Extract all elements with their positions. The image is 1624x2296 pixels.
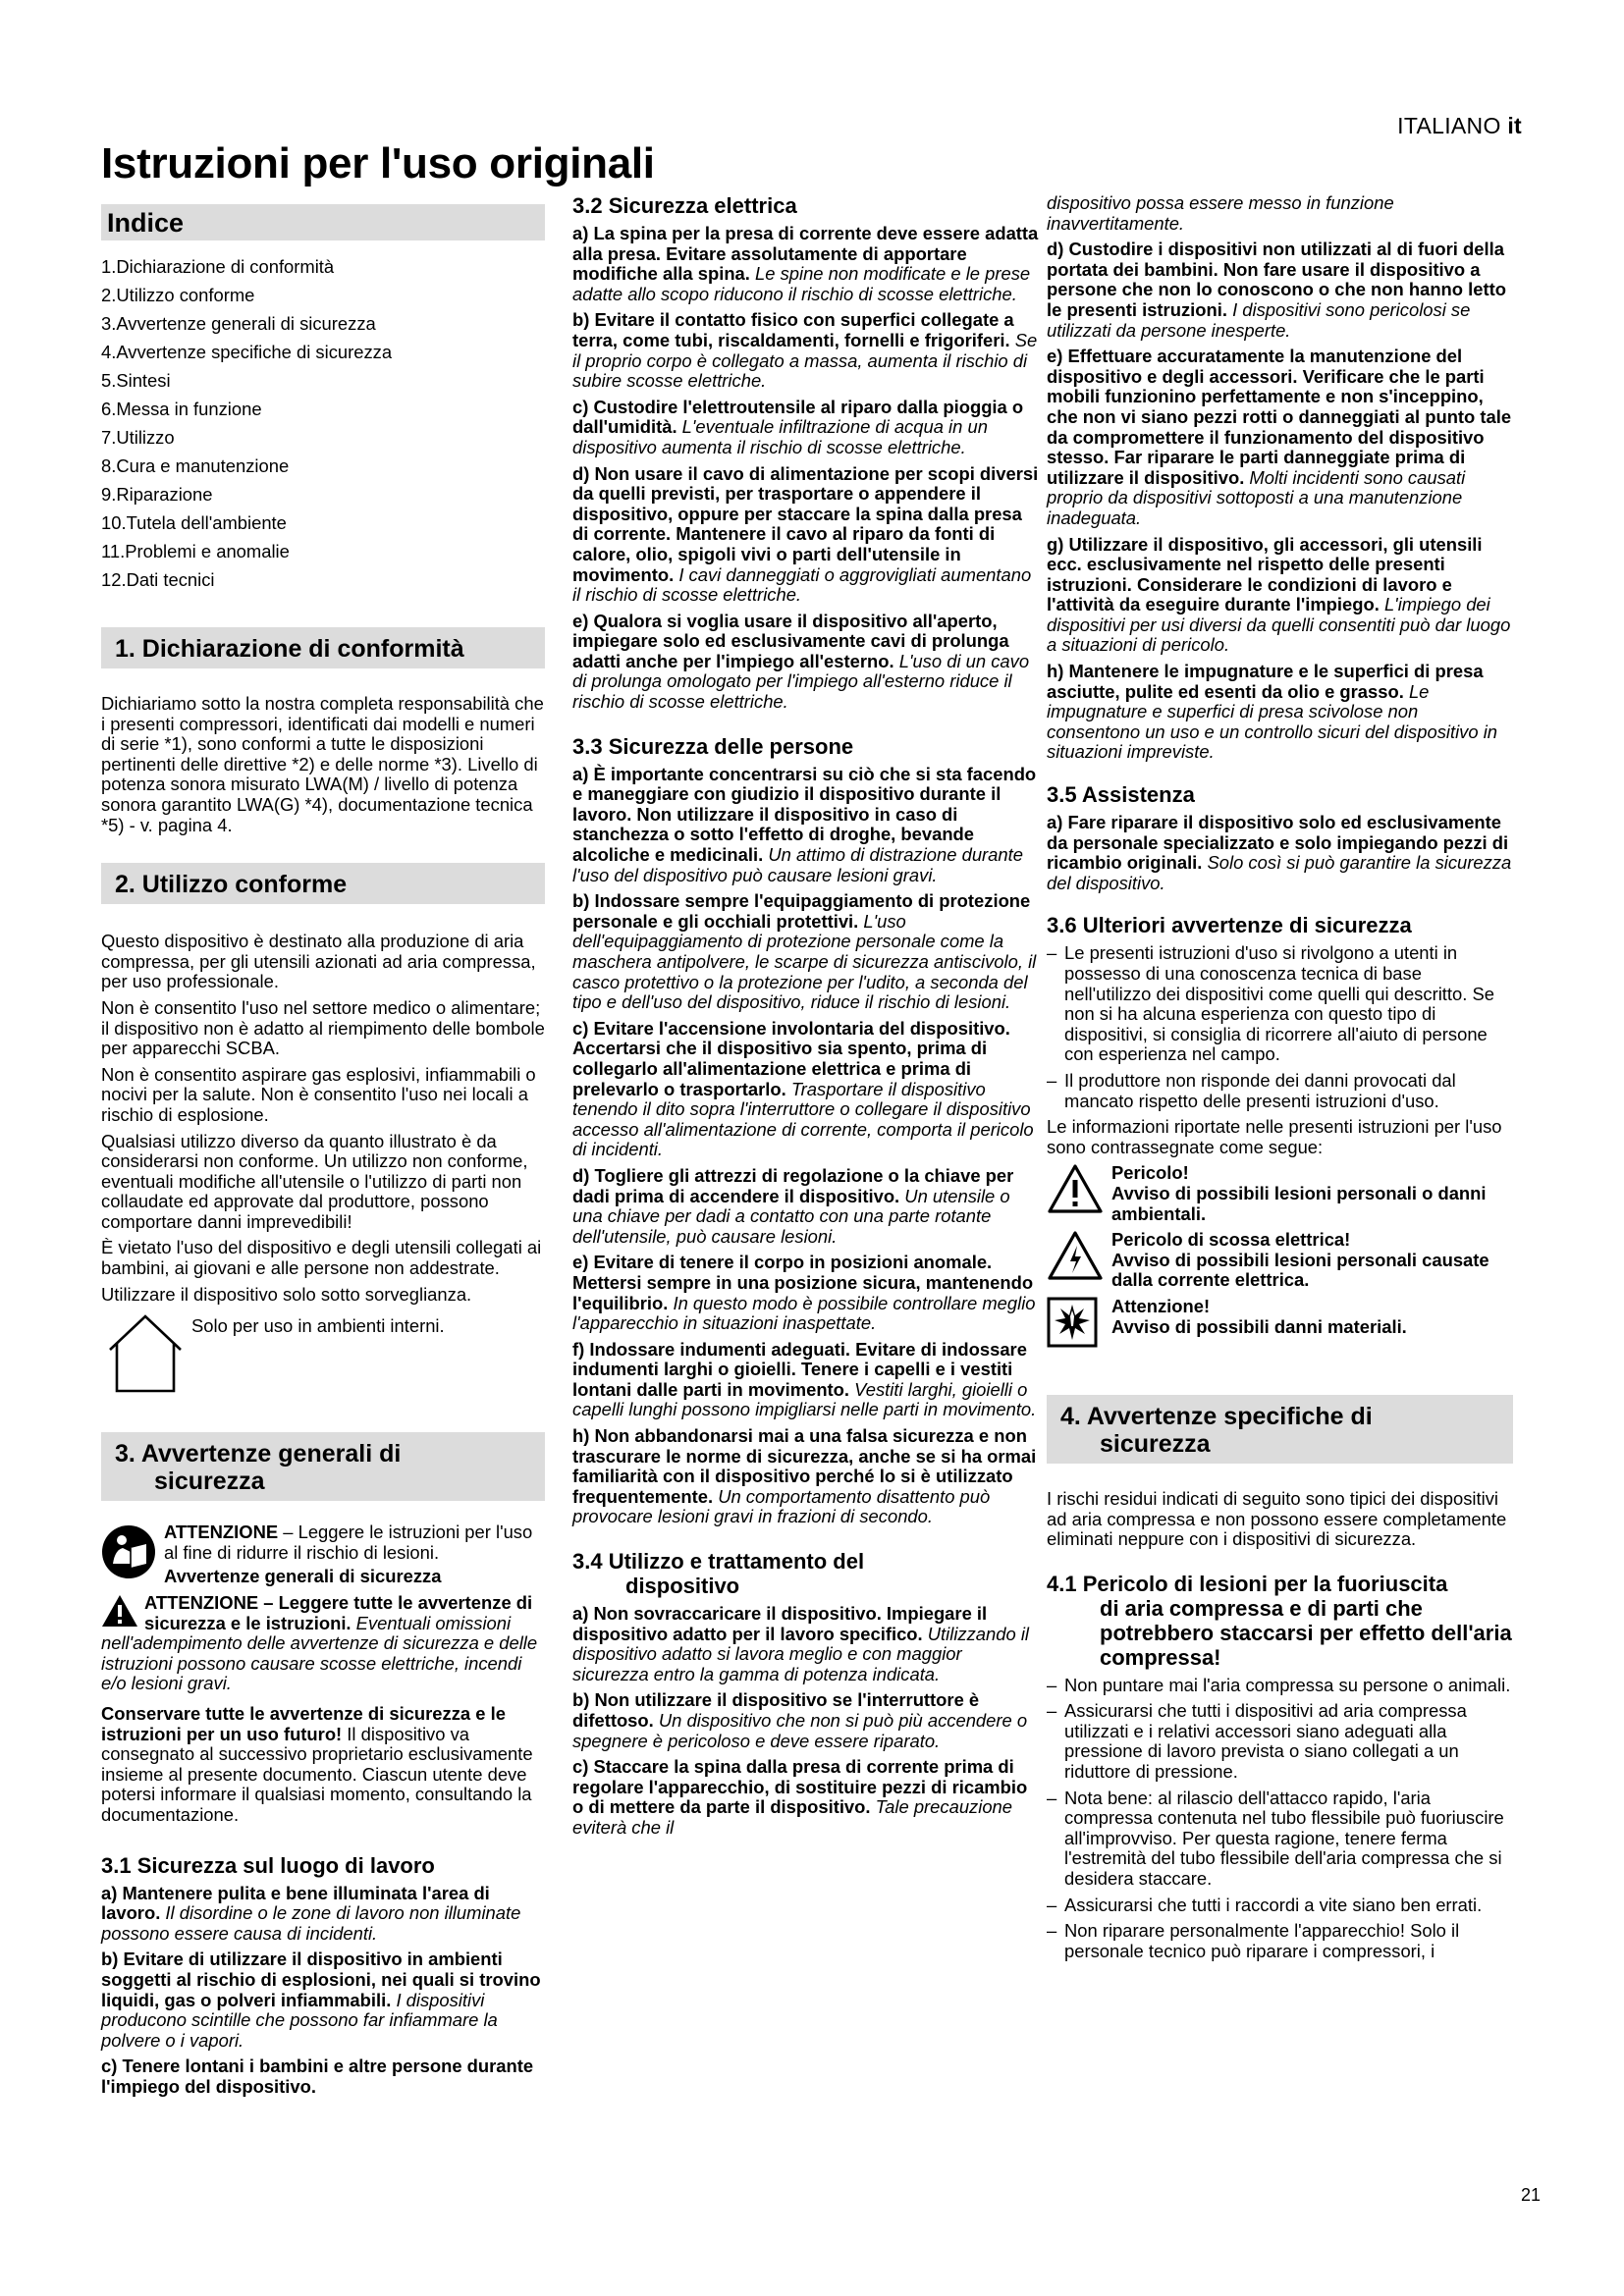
toc-item[interactable]: 3.Avvertenze generali di sicurezza bbox=[101, 313, 376, 334]
section-3-5-heading: 3.5 Assistenza bbox=[1047, 782, 1195, 808]
symbol-description: Avviso di possibili lesioni personali o danni ambientali. bbox=[1111, 1182, 1487, 1224]
rule-italic: L'uso di un cavo di prolunga omologato per l'impiego all'esterno riduce il rischio di scosse elettriche. bbox=[572, 650, 1030, 713]
rule-italic: L'eventuale infiltrazione di acqua in un dispositivo aumenta il rischio di scosse elettriche. bbox=[572, 416, 988, 457]
continued-text: dispositivo possa essere messo in funzione inavvertitamente. bbox=[1047, 192, 1394, 234]
rule-bold: c) Staccare la spina dalla presa di corrente prima di regolare l'apparecchio, di sostituire pezzi di ricambio o di mettere da parte il dispositivo. bbox=[572, 1756, 1028, 1818]
indoor-use-text: Solo per uso in ambienti interni. bbox=[191, 1315, 445, 1337]
table-of-contents bbox=[101, 252, 545, 594]
rule-bold: b) Non utilizzare il dispositivo se l'interruttore è difettoso. bbox=[572, 1689, 980, 1731]
rule-bold: c) Tenere lontani i bambini e altre persone durante l'impiego del dispositivo. bbox=[101, 2056, 534, 2097]
rule-italic: L'uso dell'equipaggiamento di protezione personale come la maschera antipolvere, le scarpe di sicurezza antiscivolo, il casco protettivo o la protezione per l'udito, a seconda del tipo e dell'uso del dispositivo, riduce il rischio di lesioni. bbox=[572, 910, 1037, 1013]
rule-bold: h) Non abbandonarsi mai a una falsa sicurezza e non trascurare le norme di sicurezza, anche se si ha ormai familiarità con il dispositivo perché lo si è utilizzato frequentemente. bbox=[572, 1425, 1037, 1507]
rule-italic: In questo modo è possibile controllare meglio l'apparecchio in situazioni inaspettate. bbox=[572, 1292, 1036, 1334]
rule-bold: a) La spina per la presa di corrente deve essere adatta alla presa. Evitare assolutamente di apportare modifiche alla spina. bbox=[572, 223, 1039, 285]
rule-italic: Le impugnature e superfici di presa scivolose non consentono un uso e un controllo sicuri del dispositivo in situazioni impreviste. bbox=[1047, 680, 1498, 763]
list-item: – Nota bene: al rilascio dell'attacco rapido, l'aria compressa contenuta nel tubo flessibile può fuoriuscire all'improvviso. Per questa ragione, tenere ferma l'estremità del tubo flessibile dell'aria compressa che si desidera staccare. bbox=[1047, 1789, 1513, 1890]
keep-instructions-text: Il dispositivo va consegnato al successivo proprietario esclusivamente insieme al presente documento. Ciascun utente deve potersi informare il qualsiasi momento, consultando la documentazione. bbox=[101, 1723, 533, 1825]
symbol-attention bbox=[1047, 1297, 1513, 1348]
rule-italic: Vestiti larghi, gioielli o capelli lunghi possono impigliarsi nelle parti in movimento. bbox=[572, 1378, 1037, 1420]
page-number: 21 bbox=[1521, 2185, 1542, 2205]
symbol-electric bbox=[1047, 1230, 1513, 1291]
section-2-paragraph: Non è consentito aspirare gas esplosivi, infiammabili o nocivi per la salute. Non è consentito l'uso nei locali a rischio di esplosione. bbox=[101, 1063, 536, 1125]
rule-bold: a) Fare riparare il dispositivo solo ed esclusivamente da personale specializzato e solo impiegando pezzi di ricambio originali. bbox=[1047, 812, 1509, 874]
rule-bold: e) Evitare di tenere il corpo in posizioni anomale. Mettersi sempre in una posizione sicura, mantenendo l'equilibrio. bbox=[572, 1252, 1034, 1313]
indoor-use-notice bbox=[101, 1310, 545, 1397]
toc-item[interactable]: 10.Tutela dell'ambiente bbox=[101, 512, 287, 533]
keep-instructions-bold: Conservare tutte le avvertenze di sicurezza e le istruzioni per un uso futuro! bbox=[101, 1703, 506, 1744]
rule-bold: b) Evitare il contatto fisico con superfici collegate a terra, come tubi, riscaldamenti, fornelli e frigoriferi. bbox=[572, 309, 1014, 350]
toc-item[interactable]: 9.Riparazione bbox=[101, 484, 213, 505]
rule-italic: I dispositivi sono pericolosi se utilizzati da persone inesperte. bbox=[1047, 298, 1471, 341]
rule-italic: Molti incidenti sono causati proprio da dispositivi sottoposti a una manutenzione inadeguata. bbox=[1047, 466, 1466, 528]
section-4-1-heading-line1: 4.1 Pericolo di lesioni per la fuoriuscita bbox=[1047, 1571, 1448, 1596]
toc-item[interactable]: 12.Dati tecnici bbox=[101, 569, 215, 590]
rule-bold: a) È importante concentrarsi su ciò che si sta facendo e maneggiare con giudizio il dispositivo durante il lavoro. Non utilizzare il dispositivo in caso di stanchezza o sotto l'effetto di droghe, bevande alcoliche e medicinali. bbox=[572, 763, 1037, 866]
rule-bold: d) Togliere gli attrezzi di regolazione o la chiave per dadi prima di accendere il dispositivo. bbox=[572, 1164, 1014, 1206]
warning-triangle-icon bbox=[101, 1594, 138, 1628]
section-2-heading: 2. Utilizzo conforme bbox=[101, 863, 545, 904]
rule-italic: Se il proprio corpo è collegato a massa, aumenta il rischio di subire scosse elettriche. bbox=[572, 329, 1038, 392]
rule-italic: Un utensile o una chiave per dadi a contatto con una parte rotante dell'utensile, può causare lesioni. bbox=[572, 1185, 1010, 1247]
general-warnings-heading: Avvertenze generali di sicurezza bbox=[164, 1566, 442, 1587]
language-label: ITALIANO bbox=[1397, 113, 1501, 138]
rule-bold: f) Indossare indumenti adeguati. Evitare di indossare indumenti larghi o gioielli. Tenere i capelli e i vestiti lontani dalle parti in movimento. bbox=[572, 1338, 1027, 1400]
symbol-description: Avviso di possibili lesioni personali causate dalla corrente elettrica. bbox=[1111, 1249, 1489, 1291]
section-4-1-heading bbox=[1047, 1572, 1513, 1670]
section-3-3-heading: 3.3 Sicurezza delle persone bbox=[572, 733, 854, 759]
section-3-6-heading: 3.6 Ulteriori avvertenze di sicurezza bbox=[1047, 913, 1412, 938]
section-2-paragraph: Questo dispositivo è destinato alla produzione di aria compressa, per gli utensili azionati ad aria compressa, per uso professionale. bbox=[101, 931, 536, 992]
toc-item[interactable]: 4.Avvertenze specifiche di sicurezza bbox=[101, 342, 393, 362]
toc-item[interactable]: 8.Cura e manutenzione bbox=[101, 455, 290, 476]
section-4-heading-line1: 4. Avvertenze specifiche di bbox=[1060, 1402, 1373, 1430]
house-icon bbox=[105, 1312, 186, 1395]
rule-bold: d) Non usare il cavo di alimentazione per scopi diversi da quelli previsti, per trasportare o appendere il dispositivo, oppure per staccare la spina dalla presa di corrente. Mantenere il cavo al riparo da fonti di calore, olio, spigoli vivi o parti dell'utensile in movimento. bbox=[572, 462, 1039, 585]
section-2-paragraph: È vietato l'uso del dispositivo e degli utensili collegati ai bambini, ai giovani e alle persone non addestrate. bbox=[101, 1237, 542, 1279]
rule-italic: L'impiego dei dispositivi per usi diversi da quelli consentiti può dar luogo a situazioni di pericolo. bbox=[1047, 594, 1511, 656]
read-all-warnings bbox=[101, 1593, 545, 1694]
toc-item[interactable]: 1.Dichiarazione di conformità bbox=[101, 256, 335, 277]
toc-item[interactable]: 7.Utilizzo bbox=[101, 427, 175, 448]
page-title: Istruzioni per l'uso originali bbox=[101, 139, 655, 187]
toc-item[interactable]: 11.Problemi e anomalie bbox=[101, 541, 290, 561]
section-1-text: Dichiariamo sotto la nostra completa responsabilità che i presenti compressori, identificati dai modelli e numeri di serie *1), sono conformi a tutte le disposizioni pertinenti delle direttive *2) e delle norme *3). Livello di potenza sonora misurato LWA(M) / livello di potenza sonora garantito LWA(G) *4), documentazione tecnica *5) - v. pagina 4. bbox=[101, 693, 544, 835]
rule-bold: b) Evitare di utilizzare il dispositivo in ambienti soggetti al rischio di esplosioni, nei quali si trovino liquidi, gas o polveri infiammabili. bbox=[101, 1949, 541, 2010]
section-3-heading-line2: sicurezza bbox=[154, 1468, 265, 1496]
compressed-air-warnings-list bbox=[1047, 1676, 1513, 1962]
rule-italic: I dispositivi producono scintille che possono far infiammare la polvere o i vapori. bbox=[101, 1989, 498, 2051]
symbol-description: Avviso di possibili danni materiali. bbox=[1111, 1315, 1407, 1337]
read-manual-icon bbox=[101, 1524, 156, 1579]
language-code: it bbox=[1507, 113, 1522, 138]
rule-italic: Solo così si può garantire la sicurezza del dispositivo. bbox=[1047, 852, 1512, 893]
list-item: – Non puntare mai l'aria compressa su persone o animali. bbox=[1047, 1676, 1513, 1696]
section-3-2-heading: 3.2 Sicurezza elettrica bbox=[572, 193, 797, 218]
toc-item[interactable]: 2.Utilizzo conforme bbox=[101, 285, 255, 305]
rule-italic: Un attimo di distrazione durante l'uso del dispositivo può causare lesioni gravi. bbox=[572, 844, 1023, 885]
read-all-warnings-italic: Eventuali omissioni nell'adempimento delle avvertenze di sicurezza e delle istruzioni possono causare scosse elettriche, incendi e/o lesioni gravi. bbox=[101, 1612, 538, 1694]
section-2-paragraph: Non è consentito l'uso nel settore medico o alimentare; il dispositivo non è adatto al riempimento delle bombole per apparecchi SCBA. bbox=[101, 996, 545, 1059]
list-item: – Assicurarsi che tutti i dispositivi ad aria compressa utilizzati e i relativi accessori siano adeguati alla pressione di lavoro prevista o siano collegati a un riduttore di pressione. bbox=[1047, 1701, 1513, 1782]
rule-italic: Utilizzando il dispositivo adatto si lavora meglio e con maggior sicurezza entro la gamma di potenza indicata. bbox=[572, 1623, 1029, 1684]
rule-italic: Il disordine o le zone di lavoro non illuminate possono essere causa di incidenti. bbox=[101, 1902, 521, 1944]
attention-text: – Leggere le istruzioni per l'uso al fine di ridurre il rischio di lesioni. bbox=[164, 1522, 533, 1563]
rule-bold: a) Non sovraccaricare il dispositivo. Impiegare il dispositivo adatto per il lavoro specifico. bbox=[572, 1603, 988, 1644]
column-1 bbox=[101, 204, 545, 2104]
symbol-title: Pericolo! bbox=[1111, 1162, 1189, 1184]
section-4-1-heading-line2: di aria compressa e di parti che potrebbero staccarsi per effetto dell'aria compressa! bbox=[1100, 1595, 1512, 1670]
section-4-text: I rischi residui indicati di seguito sono tipici dei dispositivi ad aria compressa e non possono essere completamente eliminati neppure con i dispositivi di sicurezza. bbox=[1047, 1487, 1507, 1550]
symbol-title: Attenzione! bbox=[1111, 1295, 1211, 1316]
rule-bold: c) Custodire l'elettroutensile al riparo dalla pioggia o dall'umidità. bbox=[572, 396, 1024, 438]
section-3-4-heading bbox=[572, 1549, 1039, 1598]
read-manual-notice bbox=[101, 1522, 545, 1587]
section-2-paragraph: Qualsiasi utilizzo diverso da quanto illustrato è da considerarsi non conforme. Un utilizzo non conforme, eventuali modifiche all'utensile o l'utilizzo di parti non collaudate ed approvate dal produttore, possono comportare danni imprevedibili! bbox=[101, 1130, 528, 1232]
danger-warning-icon bbox=[1047, 1163, 1104, 1214]
read-all-warnings-bold: ATTENZIONE – Leggere tutte le avvertenze di sicurezza e le istruzioni. bbox=[144, 1592, 533, 1633]
additional-warnings-list bbox=[1047, 943, 1513, 1111]
section-4-heading bbox=[1047, 1395, 1513, 1464]
rule-bold: d) Custodire i dispositivi non utilizzati al di fuori della portata dei bambini. Non fare usare il dispositivo a persone che non lo conoscono o che non hanno letto le presenti istruzioni. bbox=[1047, 239, 1506, 320]
rule-bold: e) Effettuare accuratamente la manutenzione del dispositivo e degli accessori. Verificare che le parti mobili funzionino perfettamente e non s'inceppino, che non vi siano pezzi rotti o danneggiati al punto tale da compromettere il funzionamento del dispositivo stesso. Far riparare le parti danneggiate prima di utilizzare il dispositivo. bbox=[1047, 346, 1512, 488]
attention-label: ATTENZIONE bbox=[164, 1522, 279, 1543]
list-item: – Assicurarsi che tutti i raccordi a vite siano ben errati. bbox=[1047, 1896, 1513, 1916]
rule-italic: Trasportare il dispositivo tenendo il dito sopra l'interruttore o collegare il dispositivo accesso all'alimentazione di corrente, comporta il pericolo di incidenti. bbox=[572, 1078, 1034, 1160]
rule-bold: c) Evitare l'accensione involontaria del dispositivo. Accertarsi che il dispositivo sia spento, prima di collegarlo all'alimentazione elettrica e prima di prelevarlo o trasportarlo. bbox=[572, 1017, 1010, 1099]
toc-item[interactable]: 6.Messa in funzione bbox=[101, 399, 262, 419]
section-3-4-heading-line1: 3.4 Utilizzo e trattamento del bbox=[572, 1549, 865, 1575]
symbols-intro: Le informazioni riportate nelle presenti istruzioni per l'uso sono contrassegnate come segue: bbox=[1047, 1116, 1502, 1157]
column-2 bbox=[572, 193, 1039, 1844]
list-item: – Le presenti istruzioni d'uso si rivolgono a utenti in possesso di una conoscenza tecnica di base nell'utilizzo dei dispositivi come quelli qui descritto. Se non si ha alcuna esperienza con questo tipo di dispositivi, si consiglia di ricorrere all'aiuto di persone con esperienza nel campo. bbox=[1047, 943, 1513, 1065]
section-3-4-heading-line2: dispositivo bbox=[625, 1574, 740, 1599]
rule-italic: Un dispositivo che non si può più accendere o spegnere è pericoloso e deve essere riparato. bbox=[572, 1710, 1028, 1751]
symbol-danger bbox=[1047, 1163, 1513, 1224]
section-3-heading bbox=[101, 1432, 545, 1501]
section-1-heading: 1. Dichiarazione di conformità bbox=[101, 627, 545, 668]
rule-italic: Un comportamento disattento può provocare lesioni gravi in frazioni di secondo. bbox=[572, 1485, 991, 1527]
section-3-heading-line1: 3. Avvertenze generali di bbox=[115, 1440, 402, 1468]
section-2-paragraph: Utilizzare il dispositivo solo sotto sorveglianza. bbox=[101, 1283, 472, 1305]
rule-bold: b) Indossare sempre l'equipaggiamento di protezione personale e gli occhiali protettivi. bbox=[572, 890, 1031, 932]
section-4-heading-line2: sicurezza bbox=[1100, 1429, 1211, 1458]
rule-bold: a) Mantenere pulita e bene illuminata l'area di lavoro. bbox=[101, 1882, 490, 1924]
material-damage-icon bbox=[1047, 1297, 1098, 1348]
language-header bbox=[1397, 113, 1522, 139]
rule-italic: Tale precauzione eviterà che il bbox=[572, 1796, 1013, 1838]
rule-italic: I cavi danneggiati o aggrovigliati aumentano il rischio di scosse elettriche. bbox=[572, 563, 1032, 606]
section-3-1-heading: 3.1 Sicurezza sul luogo di lavoro bbox=[101, 1852, 435, 1878]
toc-item[interactable]: 5.Sintesi bbox=[101, 370, 171, 391]
rule-bold: e) Qualora si voglia usare il dispositivo all'aperto, impiegare solo ed esclusivamente cavi di prolunga adatti anche per l'impiego all'esterno. bbox=[572, 610, 1009, 671]
list-item: – Non riparare personalmente l'apparecchio! Solo il personale tecnico può riparare i compressori, i bbox=[1047, 1921, 1513, 1961]
symbol-title: Pericolo di scossa elettrica! bbox=[1111, 1229, 1351, 1251]
list-item: – Il produttore non risponde dei danni provocati dal mancato rispetto delle presenti istruzioni d'uso. bbox=[1047, 1071, 1513, 1111]
rule-bold: g) Utilizzare il dispositivo, gli accessori, gli utensili ecc. esclusivamente nel rispetto delle presenti istruzioni. Considerare le condizioni di lavoro e l'attività da eseguire durante l'impiego. bbox=[1047, 533, 1483, 615]
rule-italic: Le spine non modificate e le prese adatte allo scopo riducono il rischio di scosse elettriche. bbox=[572, 263, 1031, 304]
rule-bold: h) Mantenere le impugnature e le superfici di presa asciutte, pulite ed esenti da olio e grasso. bbox=[1047, 661, 1484, 702]
column-3 bbox=[1047, 193, 1513, 1967]
electric-shock-icon bbox=[1047, 1230, 1104, 1281]
index-heading: Indice bbox=[101, 204, 545, 240]
